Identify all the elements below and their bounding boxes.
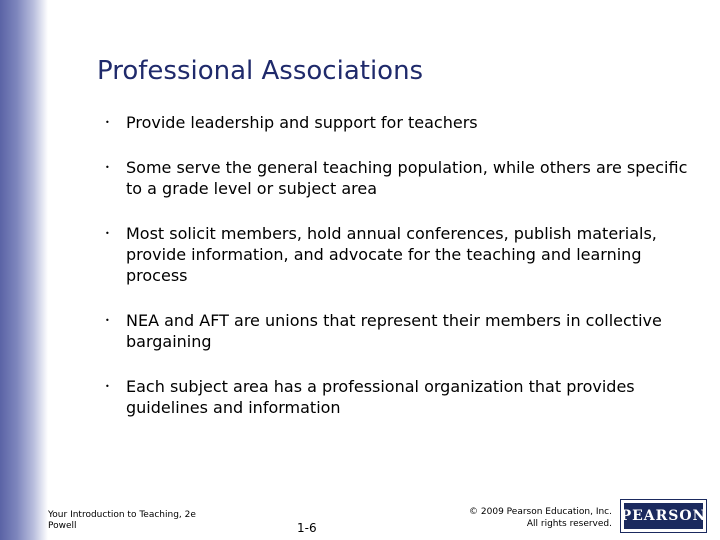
bullet-text: Most solicit members, hold annual conferences, publish materials, provide information, and advocate for the teaching and learning process bbox=[126, 224, 657, 285]
bullet-text: Some serve the general teaching population, while others are specific to a grade level or subject area bbox=[126, 158, 688, 198]
footer-book-info bbox=[48, 510, 196, 532]
bullet-text: NEA and AFT are unions that represent their members in collective bargaining bbox=[126, 311, 662, 351]
bullet-marker: • bbox=[105, 163, 110, 172]
rights-line: All rights reserved. bbox=[526, 519, 612, 529]
bullet-text: Each subject area has a professional organization that provides guidelines and information bbox=[126, 377, 635, 417]
footer-book-title: Your Introduction to Teaching, 2e bbox=[48, 510, 196, 520]
bullet-item bbox=[105, 310, 696, 352]
bullet-item bbox=[105, 157, 696, 199]
bullet-item bbox=[105, 112, 696, 133]
copyright-line: © 2009 Pearson Education, Inc. bbox=[469, 507, 612, 517]
bullet-marker: • bbox=[105, 382, 110, 391]
decorative-sidebar bbox=[0, 0, 48, 540]
copyright-notice bbox=[469, 506, 612, 530]
slide-title: Professional Associations bbox=[97, 56, 424, 86]
bullet-item bbox=[105, 223, 696, 286]
bullet-marker: • bbox=[105, 316, 110, 325]
bullet-text: Provide leadership and support for teachers bbox=[126, 113, 478, 132]
pearson-logo bbox=[620, 499, 707, 533]
pearson-logo-text: PEARSON bbox=[624, 503, 703, 529]
page-number: 1-6 bbox=[297, 521, 317, 535]
footer-author: Powell bbox=[48, 521, 77, 531]
bullet-marker: • bbox=[105, 118, 110, 127]
bullet-marker: • bbox=[105, 229, 110, 238]
bullet-item bbox=[105, 376, 696, 418]
